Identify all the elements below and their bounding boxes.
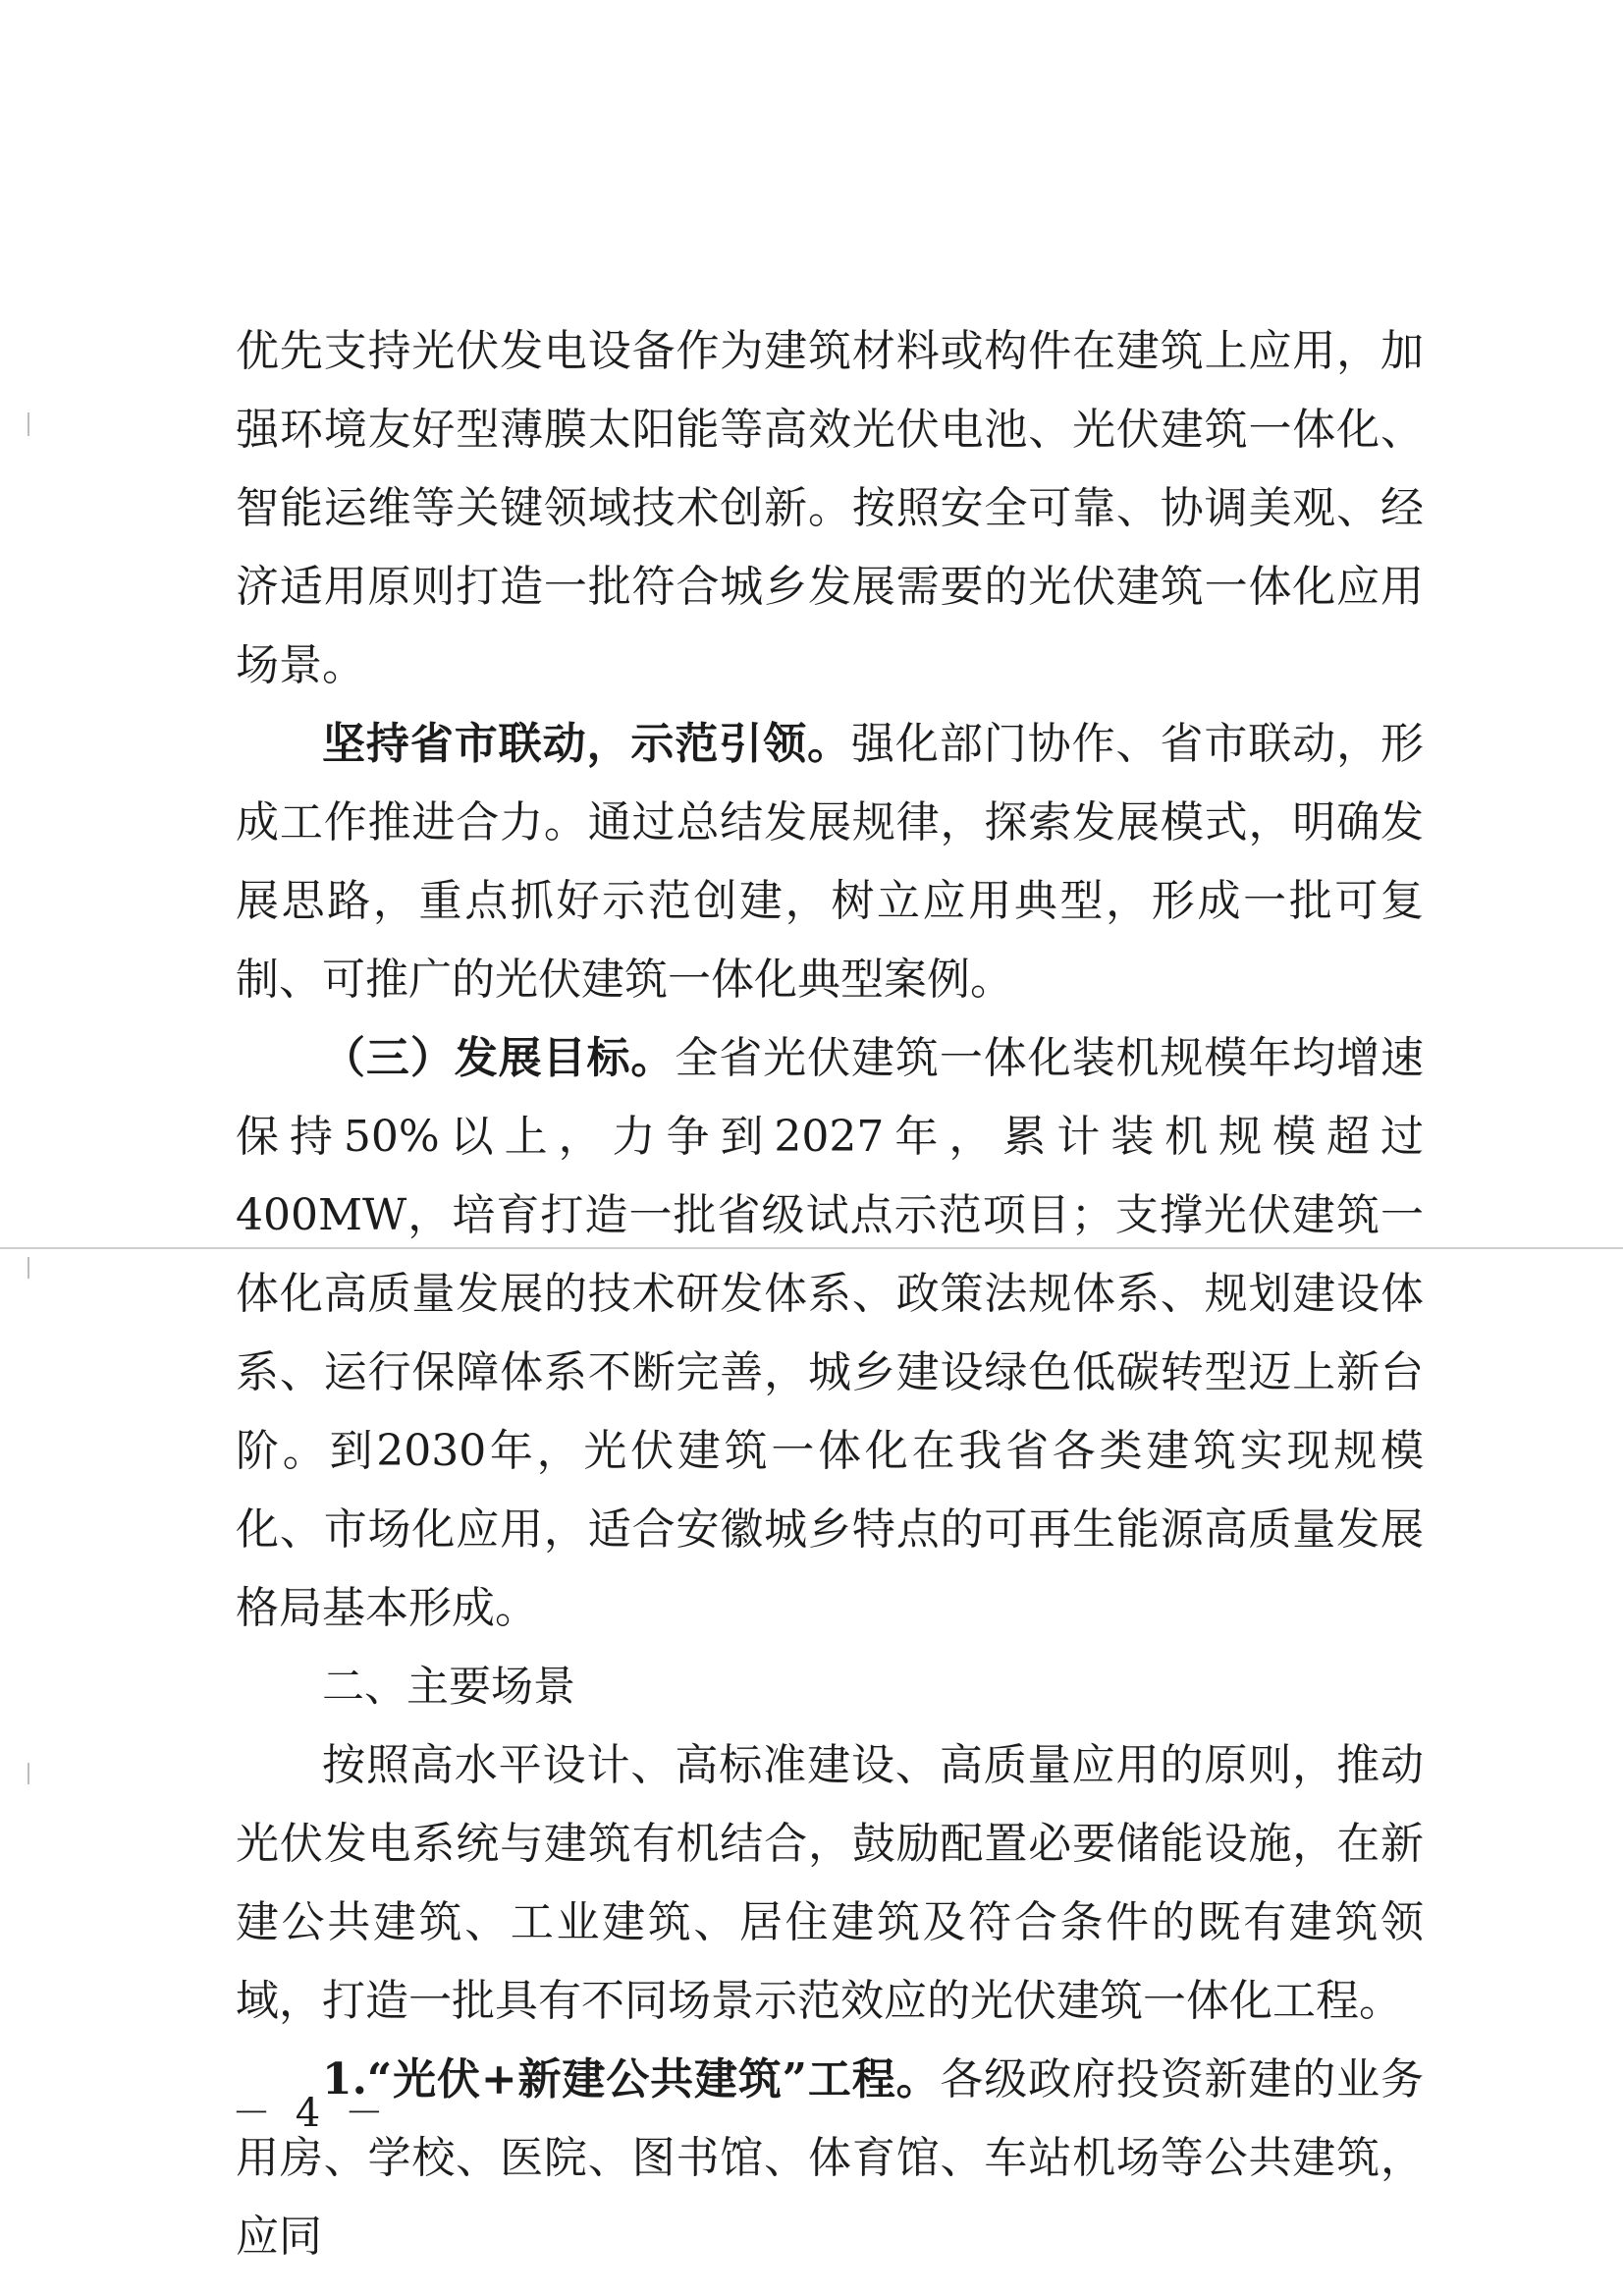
- paragraph-5-text: 各级政府投资新建的业务用房、学校、医院、图书馆、体育馆、车站机场等公共建筑，应同: [236, 2054, 1424, 2262]
- paragraph-4: 按照高水平设计、高标准建设、高质量应用的原则，推动光伏发电系统与建筑有机结合，鼓励配置必要储能设施，在新建公共建筑、工业建筑、居住建筑及符合条件的既有建筑领域，打造一批具有不同场景示范效应的光伏建筑一体化工程。: [236, 1740, 1424, 2026]
- scan-edge-mark: [27, 1257, 29, 1279]
- scan-edge-mark: [27, 1763, 29, 1784]
- page-number: － 4 －: [232, 2091, 390, 2136]
- section-heading: 二、主要场景: [322, 1663, 575, 1712]
- paragraph-5-lead: 1.“光伏+新建公共建筑”工程。: [322, 2054, 941, 2105]
- paragraph-1: 优先支持光伏发电设备作为建筑材料或构件在建筑上应用，加强环境友好型薄膜太阳能等高效光伏电池、光伏建筑一体化、智能运维等关键领域技术创新。按照安全可靠、协调美观、经济适用原则打造一批符合城乡发展需要的光伏建筑一体化应用场景。: [236, 326, 1424, 690]
- paragraph-3-text: 全省光伏建筑一体化装机规模年均增速保持50%以上，力争到2027年，累计装机规模超过400MW，培育打造一批省级试点示范项目；支撑光伏建筑一体化高质量发展的技术研发体系、政策法规体系、规划建设体系、运行保障体系不断完善，城乡建设绿色低碳转型迈上新台阶。到2030年，光伏建筑一体化在我省各类建筑实现规模化、市场化应用，适合安徽城乡特点的可再生能源高质量发展格局基本形成。: [236, 1033, 1425, 1633]
- scan-edge-mark: [27, 412, 29, 436]
- paragraph-3: [236, 1019, 1424, 1648]
- paragraph-2-text: 强化部门协作、省市联动，形成工作推进合力。通过总结发展规律，探索发展模式，明确发展思路，重点抓好示范创建，树立应用典型，形成一批可复制、可推广的光伏建筑一体化典型案例。: [236, 719, 1424, 1005]
- paragraph-5: [236, 2041, 1424, 2276]
- paragraph-2-lead: 坚持省市联动，示范引领。: [322, 719, 851, 769]
- paragraph-3-lead: （三）发展目标。: [322, 1033, 676, 1083]
- document-body: [236, 312, 1424, 2276]
- paragraph-2: [236, 705, 1424, 1019]
